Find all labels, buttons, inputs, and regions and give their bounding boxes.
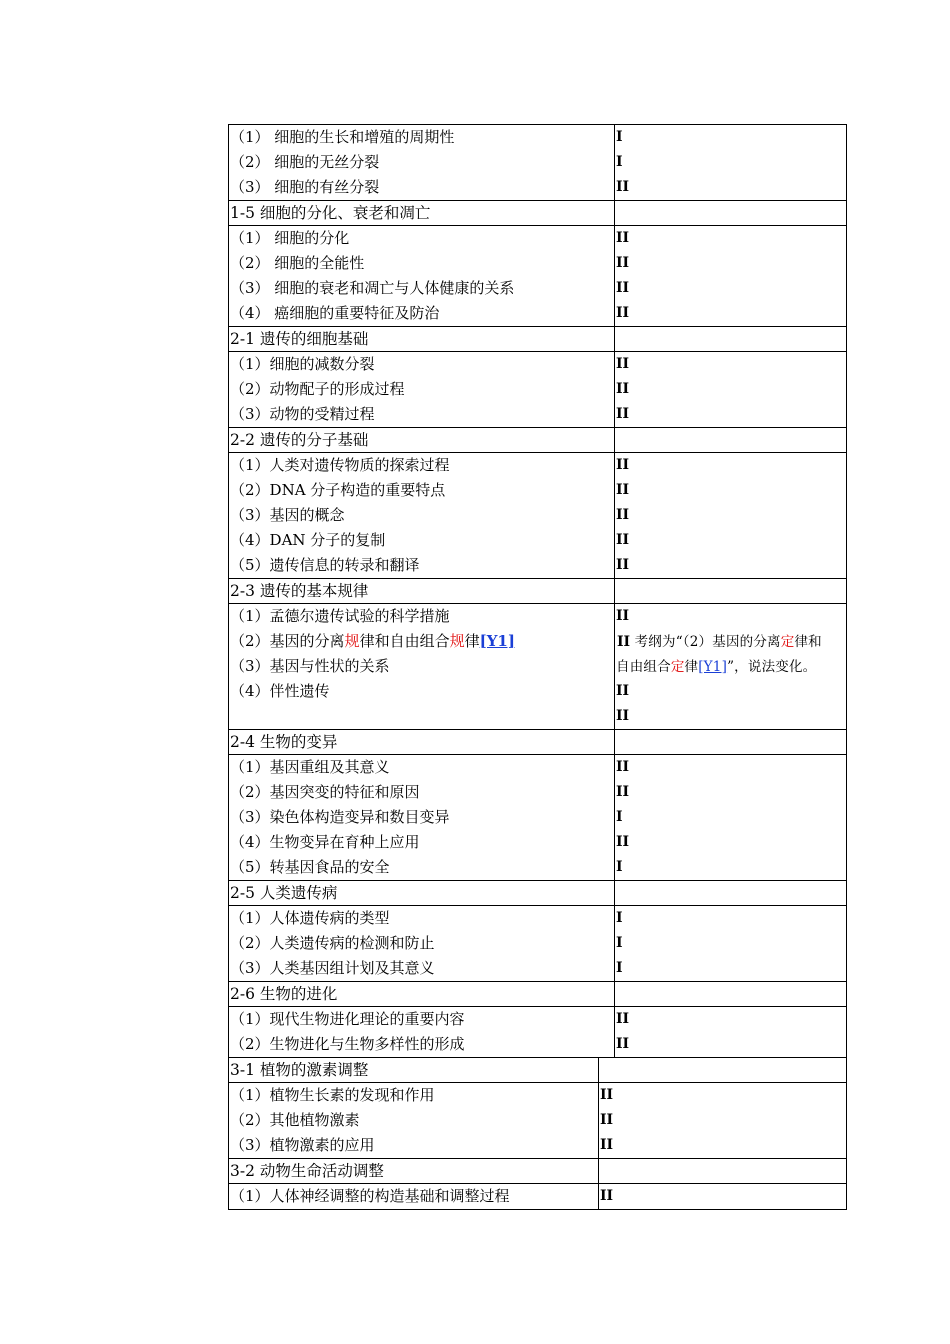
topic-item: [229, 629, 614, 654]
topic-item: （3）人类基因组计划及其意义: [230, 959, 435, 977]
highlight-span: 规: [344, 632, 360, 650]
table-row: [229, 604, 846, 730]
level-value: II: [616, 834, 630, 850]
level-value: I: [616, 960, 623, 976]
highlight-span: 定: [670, 659, 685, 675]
level-value: II: [616, 683, 630, 699]
level-cell: [615, 226, 846, 326]
level-value: II: [616, 708, 630, 724]
level-value: II: [616, 759, 630, 775]
topic-item: （3）基因的概念: [230, 506, 345, 524]
topic-item: （3） 细胞的有丝分裂: [230, 178, 380, 196]
level-value: II: [600, 1112, 614, 1128]
text-span: （2）基因的分离: [230, 632, 345, 650]
level-value: I: [616, 910, 623, 926]
table-row: [229, 1184, 846, 1209]
topic-item: （5）转基因食品的安全: [230, 858, 390, 876]
topic-cell: [229, 604, 615, 729]
level-value: II: [616, 356, 630, 372]
topic-item: （2）人类遗传病的检测和防止: [230, 934, 435, 952]
level-value: II: [600, 1188, 614, 1204]
level-value: II: [616, 179, 630, 195]
level-cell: [615, 906, 846, 981]
topic-item: （2） 细胞的无丝分裂: [230, 153, 380, 171]
topic-item: （3）基因与性状的关系: [230, 657, 390, 675]
topic-item: （4） 癌细胞的重要特征及防治: [230, 304, 440, 322]
level-value: II: [616, 406, 630, 422]
text-span: 律: [464, 632, 480, 650]
table-row: [229, 352, 846, 428]
level-value: II: [616, 1036, 630, 1052]
topic-item: （2） 细胞的全能性: [230, 254, 365, 272]
topic-item: （4）生物变异在育种上应用: [230, 833, 420, 851]
section-header-row: [229, 982, 846, 1007]
level-value: II: [616, 457, 630, 473]
section-header-row: [229, 579, 846, 604]
section-header-row: [229, 730, 846, 755]
topic-item: （1）人类对遗传物质的探索过程: [230, 456, 450, 474]
level-cell: [615, 1007, 846, 1057]
topic-item: （3）植物激素的应用: [230, 1136, 375, 1154]
section-title: 1-5 细胞的分化、衰老和凋亡: [230, 204, 431, 222]
level-value: II: [616, 784, 630, 800]
section-title: 3-2 动物生命活动调整: [230, 1162, 384, 1180]
section-header-row: [229, 1159, 846, 1184]
level-value: I: [616, 154, 623, 170]
level-value: II: [616, 230, 630, 246]
level-value: II: [617, 634, 631, 650]
topic-item: （3） 细胞的衰老和凋亡与人体健康的关系: [230, 279, 515, 297]
table-row: [229, 453, 846, 579]
topic-cell: [229, 906, 615, 981]
topic-cell: [229, 1083, 599, 1158]
level-value: II: [616, 381, 630, 397]
level-value: II: [600, 1087, 614, 1103]
topic-item: （2）基因突变的特征和原因: [230, 783, 420, 801]
topic-item: （2）其他植物激素: [230, 1111, 360, 1129]
section-title: 2-6 生物的进化: [230, 985, 338, 1003]
table-row: [229, 906, 846, 982]
topic-item: （2）DNA 分子构造的重要特点: [230, 481, 446, 499]
highlight-span: 规: [449, 632, 465, 650]
note-text: 自由组合: [616, 659, 671, 675]
level-cell: [599, 1184, 846, 1209]
syllabus-table: [228, 124, 847, 1210]
topic-item: （1）植物生长素的发现和作用: [230, 1086, 435, 1104]
topic-item: （1）细胞的减数分裂: [230, 355, 375, 373]
topic-cell: [229, 755, 615, 880]
level-cell: [615, 352, 846, 427]
topic-item: （1）人体神经调整的构造基础和调整过程: [230, 1187, 510, 1205]
note-text: 律: [684, 659, 699, 675]
level-value: II: [616, 532, 630, 548]
note-text: 考纲为“（2）基因的分离: [630, 634, 781, 650]
topic-item: （4）DAN 分子的复制: [230, 531, 386, 549]
table-row: [229, 1083, 846, 1159]
table-row: [229, 1007, 846, 1058]
level-value: II: [616, 608, 630, 624]
section-title: 2-1 遗传的细胞基础: [230, 330, 369, 348]
level-cell: [599, 1083, 846, 1158]
level-value: II: [616, 482, 630, 498]
level-cell: [615, 604, 846, 729]
topic-cell: [229, 1007, 615, 1057]
section-title: 2-4 生物的变异: [230, 733, 338, 751]
table-row: [229, 226, 846, 327]
note-text: ”，说法变化。: [727, 659, 817, 675]
table-row: [229, 755, 846, 881]
table-row: [229, 125, 846, 201]
level-cell: [615, 453, 846, 578]
level-note: [615, 629, 846, 654]
section-title: 3-1 植物的激素调整: [230, 1061, 369, 1079]
topic-item: （1）基因重组及其意义: [230, 758, 390, 776]
level-note: [615, 654, 846, 679]
topic-cell: [229, 125, 615, 200]
section-header-row: [229, 201, 846, 226]
section-title: 2-5 人类遗传病: [230, 884, 338, 902]
highlight-span: 定: [780, 634, 795, 650]
topic-item: （1）人体遗传病的类型: [230, 909, 390, 927]
level-value: II: [616, 280, 630, 296]
topic-item: （2）生物进化与生物多样性的形成: [230, 1035, 465, 1053]
comment-link[interactable]: [Y1]: [698, 659, 728, 675]
section-title: 2-2 遗传的分子基础: [230, 431, 369, 449]
level-value: II: [616, 1011, 630, 1027]
section-header-row: [229, 881, 846, 906]
level-value: II: [616, 507, 630, 523]
level-value: I: [616, 129, 623, 145]
level-value: I: [616, 859, 623, 875]
note-text: 律和: [794, 634, 822, 650]
topic-cell: [229, 352, 615, 427]
topic-item: （3）染色体构造变异和数目变异: [230, 808, 450, 826]
text-span: 律和自由组合: [359, 632, 450, 650]
topic-item: （1） 细胞的生长和增殖的周期性: [230, 128, 455, 146]
topic-item: （1） 细胞的分化: [230, 229, 350, 247]
section-title: 2-3 遗传的基本规律: [230, 582, 369, 600]
level-value: I: [616, 935, 623, 951]
level-value: II: [616, 305, 630, 321]
topic-item: （2）动物配子的形成过程: [230, 380, 405, 398]
section-header-row: [229, 428, 846, 453]
topic-cell: [229, 1184, 599, 1209]
topic-item: （1）现代生物进化理论的重要内容: [230, 1010, 465, 1028]
topic-item: （5）遗传信息的转录和翻译: [230, 556, 420, 574]
level-cell: [615, 755, 846, 880]
level-value: II: [616, 255, 630, 271]
topic-cell: [229, 226, 615, 326]
level-value: II: [600, 1137, 614, 1153]
topic-item: （1）孟德尔遗传试验的科学措施: [230, 607, 450, 625]
section-header-row: [229, 1058, 846, 1083]
section-header-row: [229, 327, 846, 352]
topic-item: （4）伴性遗传: [230, 682, 330, 700]
level-cell: [615, 125, 846, 200]
level-value: II: [616, 557, 630, 573]
topic-cell: [229, 453, 615, 578]
topic-item: （3）动物的受精过程: [230, 405, 375, 423]
comment-link[interactable]: [Y1]: [479, 632, 515, 650]
level-value: I: [616, 809, 623, 825]
